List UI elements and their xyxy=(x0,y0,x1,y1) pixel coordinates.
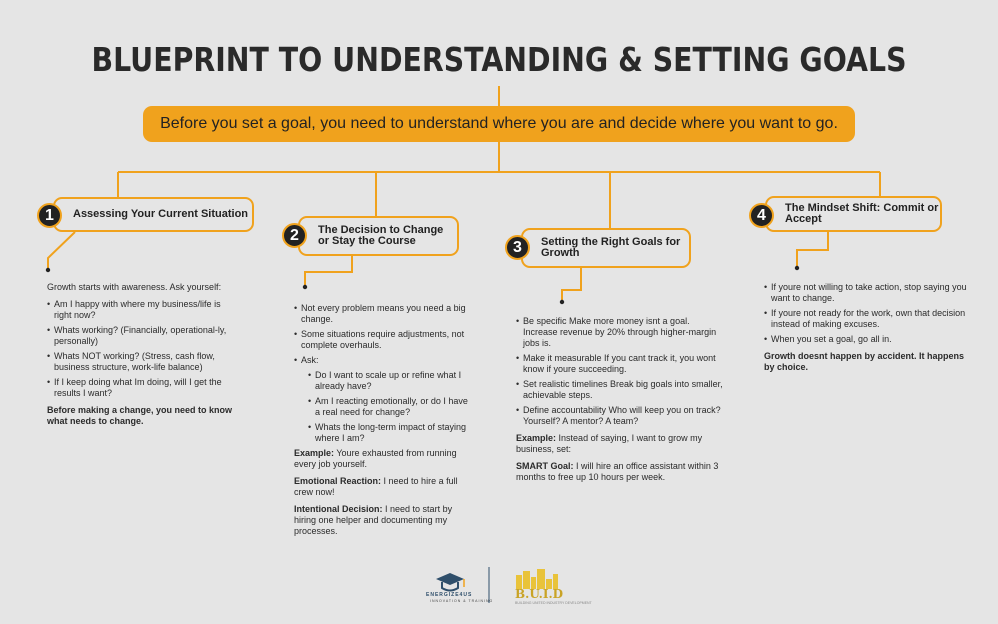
step-4-bullet: • When you set a goal, go all in. xyxy=(764,334,974,345)
step-3-bullet: • Be specific Make more money isnt a goal. Increase revenue by 20% through higher-margin jobs is. xyxy=(516,316,726,349)
step-2-sub-bullet: • Am I reacting emotionally, or do I have a real need for change? xyxy=(308,396,474,418)
step-2-emotional-text: I need to hire a full crew now! xyxy=(294,476,458,497)
intro-banner: Before you set a goal, you need to understand where you are and decide where you want to go. xyxy=(143,106,855,142)
step-1-title-box xyxy=(53,197,254,232)
step-3-bullet: • Define accountability Who will keep you on track? Yourself? A mentor? A team? xyxy=(516,405,726,427)
step-2-sub-bullet: • Whats the long-term impact of staying where I am? xyxy=(308,422,474,444)
logo1-name: ENERGIZE4US xyxy=(426,592,473,598)
city-skyline-icon xyxy=(516,569,558,589)
logo2-name: B.U.I.D xyxy=(515,587,564,601)
graduation-cap-icon xyxy=(436,573,464,591)
step-2-title: The Decision to Change or Stay the Course xyxy=(318,224,444,247)
step-3-number-badge: 3 xyxy=(505,235,530,260)
step-3-smart-text: I will hire an office assistant within 3 months to free up 10 hours per week. xyxy=(516,461,719,482)
step-2-intentional xyxy=(294,504,474,537)
step-3-smart-goal xyxy=(516,461,726,483)
step-2-ask: Ask: xyxy=(301,355,319,365)
step-1-number-badge: 1 xyxy=(37,203,62,228)
step-3-content xyxy=(516,316,726,489)
step-3-example-label: Example: xyxy=(516,433,557,443)
step-2-emotional-label: Emotional Reaction: xyxy=(294,476,382,486)
logo2-tagline: BUILDING UNITED INDUSTRY DEVELOPMENT xyxy=(515,601,592,605)
step-2-bullet xyxy=(294,355,474,444)
step-1-intro: Growth starts with awareness. Ask yourself: xyxy=(47,282,222,292)
step-2-example-text: Youre exhausted from running every job yourself. xyxy=(294,448,457,469)
step-2-title-box xyxy=(298,216,459,256)
step-2-content xyxy=(294,303,474,543)
step-3-title-box xyxy=(521,228,691,268)
step-4-number-badge: 4 xyxy=(749,203,774,228)
step-4-title-box xyxy=(765,196,942,232)
step-3-bullet: • Make it measurable If you cant track it, you wont know if youre succeeding. xyxy=(516,353,726,375)
step-1-title: Assessing Your Current Situation xyxy=(73,208,249,220)
step-2-sub-bullet: • Do I want to scale up or refine what I already have? xyxy=(308,370,474,392)
step-3-title: Setting the Right Goals for Growth xyxy=(541,236,681,259)
step-1-bullet: • Whats NOT working? (Stress, cash flow, business structure, work-life balance) xyxy=(47,351,237,373)
step-3-bullet: • Set realistic timelines Break big goals into smaller, achievable steps. xyxy=(516,379,726,401)
step-1-content xyxy=(47,282,237,433)
footer-logos xyxy=(420,565,590,607)
step-3-smart-label: SMART Goal: xyxy=(516,461,574,471)
step-4-closing: Growth doesnt happen by accident. It happens by choice. xyxy=(764,351,965,372)
step-3-example xyxy=(516,433,726,455)
step-1-bullet: • Whats working? (Financially, operational-ly, personally) xyxy=(47,325,237,347)
step-2-example-label: Example: xyxy=(294,448,335,458)
step-4-bullet: • If youre not ready for the work, own that decision instead of making excuses. xyxy=(764,308,974,330)
step-3-example-text: Instead of saying, I want to grow my business, set: xyxy=(516,433,703,454)
step-2-number-badge: 2 xyxy=(282,223,307,248)
step-2-bullet: • Some situations require adjustments, not complete overhauls. xyxy=(294,329,474,351)
step-2-example xyxy=(294,448,474,470)
page-title: BLUEPRINT TO UNDERSTANDING & SETTING GOALS xyxy=(91,40,907,79)
step-1-closing: Before making a change, you need to know what needs to change. xyxy=(47,405,233,426)
logo1-tagline: INNOVATION & TRAINING xyxy=(430,599,494,603)
step-2-emotional xyxy=(294,476,474,498)
step-4-title: The Mindset Shift: Commit or Accept xyxy=(785,202,939,225)
step-1-bullet: • Am I happy with where my business/life is right now? xyxy=(47,299,237,321)
step-2-intentional-text: I need to start by hiring one helper and documenting my processes. xyxy=(294,504,453,536)
step-4-bullet: • If youre not willing to take action, stop saying you want to change. xyxy=(764,282,974,304)
step-2-bullet: • Not every problem means you need a big change. xyxy=(294,303,474,325)
step-4-content xyxy=(764,282,974,379)
step-1-bullet: • If I keep doing what Im doing, will I get the results I want? xyxy=(47,377,237,399)
step-2-intentional-label: Intentional Decision: xyxy=(294,504,383,514)
